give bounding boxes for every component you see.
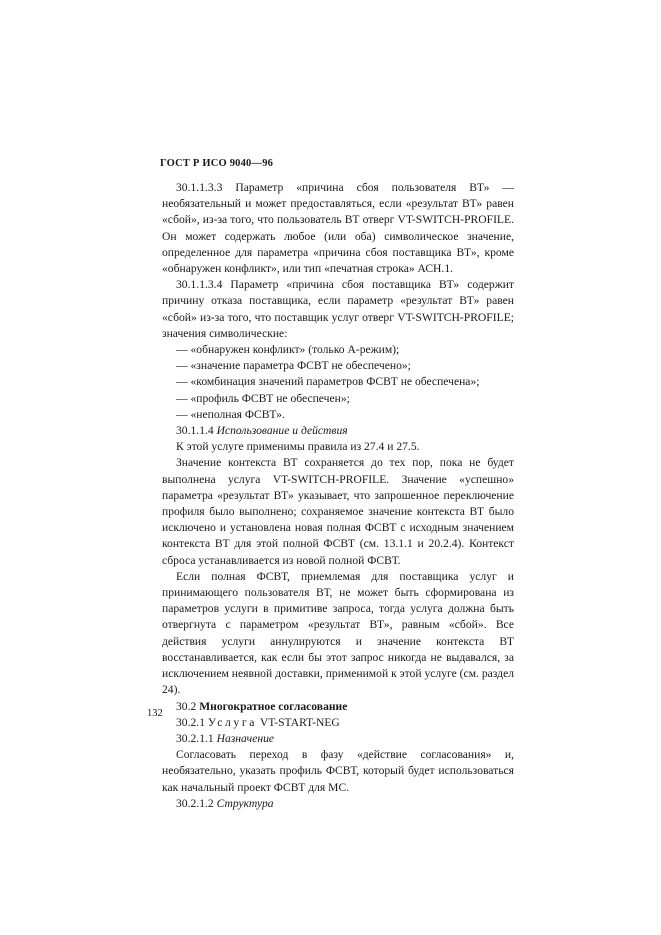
section-word: Услуга bbox=[207, 715, 257, 729]
paragraph-context: Значение контекста ВТ сохраняется до тех пор, пока не будет выполнена услуга VT-SWITCH-PROFILE. Значение «успешно» параметра «результат ВТ» указывает, что запрошенное переключение профиля было выполнено; сохраняемое значение контекста ВТ было исключено и установлена новая полная ФСВТ с исходным значением контекста ВТ для этой полной ФСВТ (см. 13.1.1 и 20.2.4). Контекст сброса устанавливается из новой полной ФСВТ. bbox=[162, 456, 514, 567]
section-title: Использование и действия bbox=[216, 424, 348, 438]
section-number: 30.2.1 bbox=[176, 715, 205, 729]
section-heading-30-2 bbox=[162, 699, 514, 715]
section-number: 30.2.1.1 bbox=[176, 731, 214, 745]
section-number: 30.1.1.4 bbox=[176, 424, 214, 438]
service-name: VT-START-NEG bbox=[259, 715, 340, 729]
section-number: 30.2 bbox=[176, 699, 197, 713]
section-heading-30-2-1-2 bbox=[162, 796, 514, 812]
section-title: Структура bbox=[216, 796, 274, 810]
list-item: — «значение параметра ФСВТ не обеспечено»; bbox=[176, 359, 411, 373]
section-heading-30-2-1 bbox=[162, 715, 514, 731]
paragraph-30-1-1-3-4: 30.1.1.3.4 Параметр «причина сбоя поставщика ВТ» содержит причину отказа поставщика, если параметр «результат ВТ» равен «сбой» из-за того, что поставщик услуг отверг VT-SWITCH-PROFILE; значения символические: bbox=[162, 278, 514, 340]
list-item: — «комбинация значений параметров ФСВТ не обеспечена»; bbox=[176, 375, 480, 389]
list-item: — «неполная ФСВТ». bbox=[176, 407, 285, 421]
list-item: — «обнаружен конфликт» (только А-режим); bbox=[176, 343, 400, 357]
section-title: Многократное согласование bbox=[199, 699, 348, 713]
document-header: ГОСТ Р ИСО 9040—96 bbox=[160, 158, 274, 169]
paragraph-failure: Если полная ФСВТ, приемлемая для поставщика услуг и принимающего пользователя ВТ, не может быть сформирована из параметров услуги в примитиве запроса, тогда услуга должна быть отвергнута с параметром «результат ВТ», равным «сбой». Все действия услуги аннулируются и значение контекста ВТ восстанавливается, как если бы этот запрос никогда не выдавался, за исключением неявной доставки, применимой к этой услуге (см. раздел 24). bbox=[162, 569, 514, 697]
paragraph-rules: К этой услуге применимы правила из 27.4 и 27.5. bbox=[176, 440, 420, 454]
section-heading-30-1-1-4 bbox=[162, 423, 514, 439]
list-item: — «профиль ФСВТ не обеспечен»; bbox=[176, 391, 350, 405]
section-number: 30.2.1.2 bbox=[176, 796, 214, 810]
page-body bbox=[162, 180, 514, 812]
paragraph-30-1-1-3-3: 30.1.1.3.3 Параметр «причина сбоя пользователя ВТ» — необязательный и может предоставляться, если «результат ВТ» равен «сбой», из-за того, что пользователь ВТ отверг VT-SWITCH-PROFILE. Он может содержать любое (или оба) символическое значение, определенное для параметра «причина сбоя поставщика ВТ», кроме «обнаружен конфликт», или тип «печатная строка» АСН.1. bbox=[162, 181, 514, 276]
paragraph-purpose: Согласовать переход в фазу «действие согласования» и, необязательно, указать профиль ФСВТ, который будет использоваться как начальный проект ФСВТ для МС. bbox=[162, 748, 514, 794]
section-heading-30-2-1-1 bbox=[162, 731, 514, 747]
section-title: Назначение bbox=[216, 731, 275, 745]
page-number: 132 bbox=[147, 708, 163, 719]
